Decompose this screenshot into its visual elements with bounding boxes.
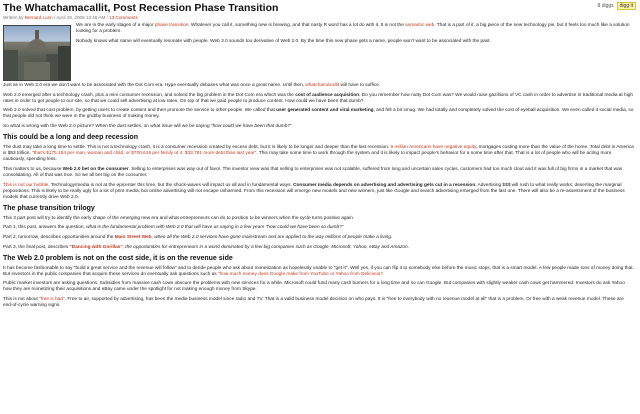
digg-widget bbox=[598, 2, 636, 10]
paragraph: So what is wrong with the Web 2.0 picture? When the dust settles, on what issue will we be saying "how could we have been that dumb?" bbox=[3, 123, 292, 129]
paragraph: Part 1, this post, answers the question, what is the fundamental problem with Web 2.0 that will have us saying in a few years "how could we have been so dumb?" bbox=[3, 225, 344, 231]
paragraph: It has become fashionable to say "build a great service and the revenue will follow" and to deride people who ask about monetization as hopelessly unable to "get it". Well yes, if you can flip it to somebody else before the music stops, that is a smart model. A few people made tons of money doing that. But investors in the public companies that acquire these services do eventually ask questions such as "how much money does Google make from YouTube or Yahoo from Delicious? bbox=[3, 265, 634, 277]
digg-count: 8 diggs bbox=[597, 3, 614, 9]
intro-paragraph-2: Nobody knows what name will eventually resonate with people. Web 3.0 sounds too derivative of Web 2.0. By the time this new phase gets a name, people won't want to be associated with the past. bbox=[76, 38, 491, 44]
main-street-web-link[interactable]: Main Street Web bbox=[114, 235, 152, 240]
paragraph: Just as in Web 2.0 era we don't want to be associated with the Dot Com era. Hype eventually debases what was once a great name. Until then, whatchamacallit will have to suffice. bbox=[3, 83, 381, 88]
paragraph: This 3 part post will try to identify the early shape of the emerging new era and what entrepreneurs can do to position to be winners when the cycle turns positive again. bbox=[3, 215, 355, 221]
paragraph: This matters to us, because Web 2.0 bet on the consumer. Selling to enterprises was way out of favor. The investor view was that selling to enterprises was not scalable, suffered from long and uncertain sales cycles, customers had too much clout and it was full of big firms in a market that was consolidating. All of that was true. So we all bet big on the consumer. bbox=[3, 166, 623, 178]
whatchamacallit-link[interactable]: whatchamacallit bbox=[305, 83, 340, 88]
intro-section bbox=[3, 23, 634, 83]
section-heading: The Web 2.0 problem is not on the cost side, it is on the revenue side bbox=[3, 254, 233, 262]
paragraph: Public market investors are asking questions. Subsidies from massive cash cows obscure the problems with new services for a while. Microsoft could fund many cash burners for a long time and so can Google. But companies with slightly weaker cash cows get hammered. Investors do ask Yahoo how they are monetizing their acquisitions and eBay came under the spotlight for not making enough money from Skype. bbox=[3, 281, 625, 293]
paragraph: The dust may take a long time to settle. This is not a technology crash, it is a consumer recession created by excess debt, but it is likely to be longer and deeper than the last recession. 9 million Americans have negative equity, mortgages costing more than the value of the home. Total debt in America is $53 trillion, "that's $175,154 per man, woman and child, or $700,616 per family of 4. $33,781 more debt than last year". This may take some time to work through the system and it is likely to impact people's behavior for a some time after that. That is a lot of people who will be acting more cautiously, spending less. bbox=[3, 145, 634, 163]
comments-link[interactable]: 13 Comments bbox=[109, 15, 138, 20]
section-heading: This could be a long and deep recession bbox=[3, 134, 138, 142]
paragraph: Web 2.0 solved that cost problem, by getting users to create content and then promote the service to other people. We called that user generated content and viral marketing, and felt a bit smug. We had totally and completely solved the cost of eyeball acquisition. We even called it social media, so that people did not think we were in the grubby business of making money. bbox=[3, 108, 634, 120]
intro-text bbox=[76, 23, 634, 48]
paragraph: This is not about "free is bad". Free to air, supported by advertising, has been the media business model since radio and TV. That is a valid business model decision on who pays. It is "free to everybody with no revenue model at all" that is a problem. Or free with a weak revenue model. These are end-of-cycle warning signs. bbox=[3, 297, 624, 309]
byline bbox=[3, 15, 634, 21]
paragraph: This is not our bubble. Technology/media is not at the epicenter this time, but the shock-waves will impact us all and in fundamental ways. Consumer media depends on advertising and advertising gets cut in a recession. Advertising $$$ will rush to what really works; deserting the marginal propositions. This is likely to be really ugly for a lot of print media; but online advertising will not escape unharmed. From this recession will emerge new models and new winners, just like Google and search advertising emerged from the last one. There will also be a re-assessment of the business models that currently drive Web 2.0. bbox=[3, 182, 625, 200]
paragraph: Part 2, tomorrow, describes opportunities around the Main Street Web, when all the Web 2.0 services have gone mainstream and are applied to the way millions of people make a living. bbox=[3, 235, 393, 240]
phase-transition-link[interactable]: phase transition bbox=[154, 23, 189, 28]
dancing-with-gorillas-link[interactable]: "Dancing with Gorillas" bbox=[69, 244, 123, 250]
youtube-delicious-link[interactable]: "how much money does Google make from YouTube or Yahoo from Delicious? bbox=[217, 271, 383, 277]
intro-paragraph-1: We are in the early stages of a major phase transition. Whatever you call it, something new is brewing, and that nasty R word has a lot do with it. It is not the semantic web. That is a part of it, a big piece of the new technology pie, but it feels too much like a solution looking for a problem. bbox=[76, 23, 630, 35]
free-is-bad-link[interactable]: "free is bad" bbox=[39, 297, 65, 303]
byline-date: / April 26, 2008 12:48 AM / bbox=[52, 15, 110, 20]
section-heading: The phase transition trilogy bbox=[3, 204, 95, 212]
negative-equity-link[interactable]: 9 million Americans have negative equity bbox=[390, 145, 476, 151]
article-title: The Whatchamacallit, Post Recession Phase Transition bbox=[3, 2, 279, 14]
city-skyline-photo bbox=[3, 25, 71, 81]
debt-quote-link[interactable]: "that's $175,154 per man, woman and child, or $700,616 per family of 4. $33,781 more debt than last year" bbox=[32, 151, 257, 157]
byline-prefix: Written by bbox=[3, 15, 25, 20]
paragraph: Part 3, the final post, describes "Dancing with Gorillas", the opportunities for entrepreneurs in a world dominated by a few big companies such as Google, Microsoft, Yahoo, eBay and Amazon. bbox=[3, 244, 410, 250]
author-link[interactable]: Bernard Lunn bbox=[24, 15, 53, 20]
semantic-web-link[interactable]: semantic web bbox=[405, 23, 435, 28]
digg-it-button[interactable]: digg it bbox=[617, 2, 636, 10]
not-our-bubble-link[interactable]: This is not our bubble bbox=[3, 182, 49, 188]
paragraph: Web 2.0 emerged after a technology crash, plus a mini consumer recession, and solved the big problem in the Dot Com era which was the cost of audience acquisition. Do you remember how nutty Dot Com was? We would raise gazillions of VC cash in order to advertise in traditional media at high rates in order to get people to our site, so that we could sell advertising at low rates. On top of that we paid people to produce content. How could we have been that dumb? bbox=[3, 92, 634, 104]
